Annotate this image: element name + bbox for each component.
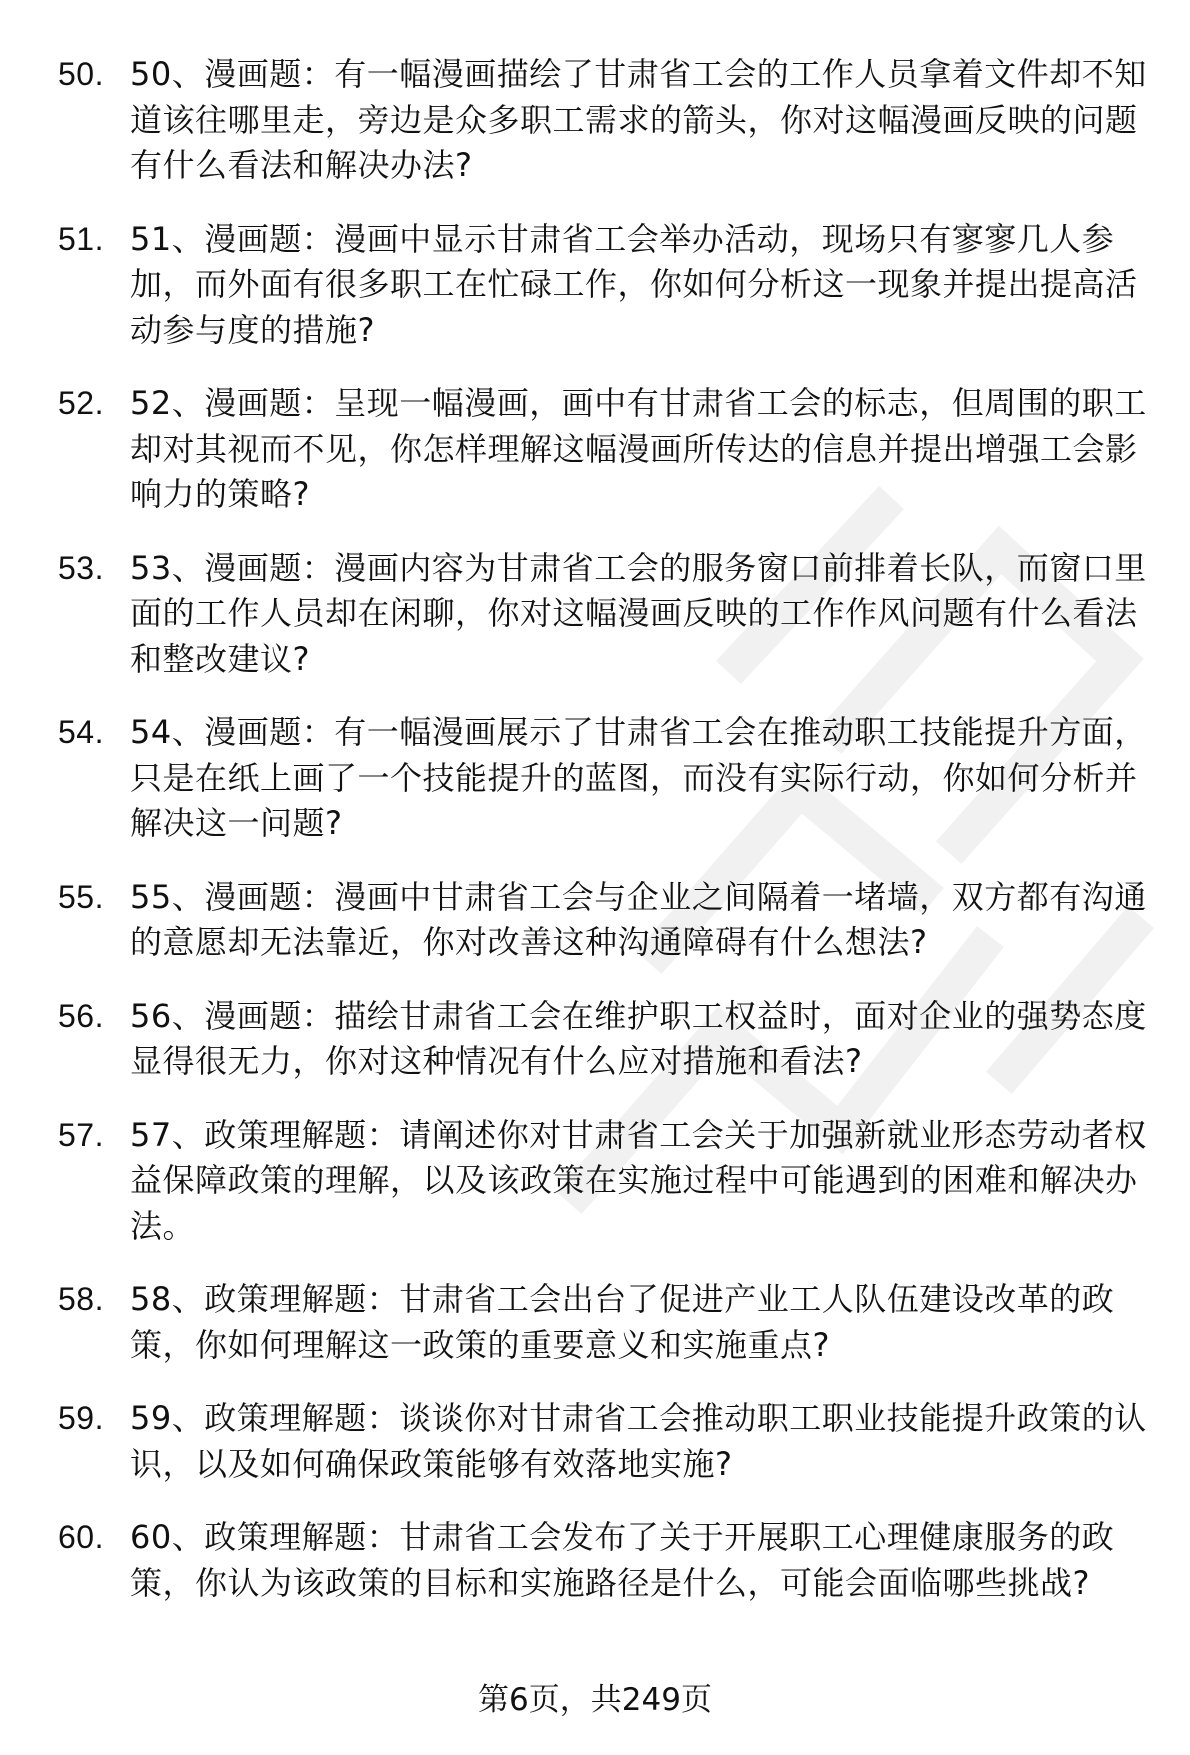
question-text: 59、政策理解题：谈谈你对甘肃省工会推动职工职业技能提升政策的认识，以及如何确保政策能够有效落地实施?: [130, 1399, 1147, 1483]
question-number: 54.: [58, 714, 104, 750]
question-number: 52.: [58, 385, 104, 421]
list-item: [0, 52, 1190, 189]
page-footer: [0, 1680, 1190, 1720]
question-text: 53、漫画题：漫画内容为甘肃省工会的服务窗口前排着长队，而窗口里面的工作人员却在闲聊，你对这幅漫画反映的工作作风问题有什么看法和整改建议?: [130, 548, 1147, 678]
list-item: [0, 381, 1190, 518]
list-item: [0, 994, 1190, 1085]
question-number: 53.: [58, 549, 104, 586]
question-number: 60.: [58, 1519, 104, 1555]
question-number: 57.: [58, 1116, 104, 1153]
list-item: [0, 217, 1190, 354]
question-text: 55、漫画题：漫画中甘肃省工会与企业之间隔着一堵墙，双方都有沟通的意愿却无法靠近，你对改善这种沟通障碍有什么想法?: [130, 877, 1147, 961]
question-text: 56、漫画题：描绘甘肃省工会在维护职工权益时，面对企业的强势态度显得很无力，你对这种情况有什么应对措施和看法?: [130, 996, 1147, 1080]
list-item: [0, 546, 1190, 683]
question-list: [0, 52, 1190, 1634]
question-number: 50.: [58, 56, 104, 92]
question-number: 56.: [58, 997, 104, 1034]
question-text: 58、政策理解题：甘肃省工会出台了促进产业工人队伍建设改革的政策，你如何理解这一政策的重要意义和实施重点?: [130, 1280, 1115, 1364]
question-number: 51.: [58, 220, 104, 257]
page-number-label: 第6页，共249页: [478, 1682, 712, 1718]
question-text: 57、政策理解题：请阐述你对甘肃省工会关于加强新就业形态劳动者权益保障政策的理解，以及该政策在实施过程中可能遇到的困难和解决办法。: [130, 1115, 1147, 1245]
list-item: [0, 1396, 1190, 1487]
list-item: [0, 710, 1190, 847]
question-text: 51、漫画题：漫画中显示甘肃省工会举办活动，现场只有寥寥几人参加，而外面有很多职工在忙碌工作，你如何分析这一现象并提出提高活动参与度的措施?: [130, 219, 1138, 349]
list-item: [0, 875, 1190, 966]
question-text: 54、漫画题：有一幅漫画展示了甘肃省工会在推动职工技能提升方面，只是在纸上画了一个技能提升的蓝图，而没有实际行动，你如何分析并解决这一问题?: [130, 713, 1147, 842]
question-number: 59.: [58, 1400, 104, 1436]
question-text: 60、政策理解题：甘肃省工会发布了关于开展职工心理健康服务的政策，你认为该政策的目标和实施路径是什么，可能会面临哪些挑战?: [130, 1518, 1115, 1602]
question-text: 52、漫画题：呈现一幅漫画，画中有甘肃省工会的标志，但周围的职工却对其视而不见，你怎样理解这幅漫画所传达的信息并提出增强工会影响力的策略?: [130, 384, 1147, 513]
list-item: [0, 1515, 1190, 1606]
question-number: 55.: [58, 878, 104, 915]
list-item: [0, 1113, 1190, 1250]
list-item: [0, 1277, 1190, 1368]
question-text: 50、漫画题：有一幅漫画描绘了甘肃省工会的工作人员拿着文件却不知道该往哪里走，旁边是众多职工需求的箭头，你对这幅漫画反映的问题有什么看法和解决办法?: [130, 55, 1147, 184]
question-number: 58.: [58, 1281, 104, 1317]
